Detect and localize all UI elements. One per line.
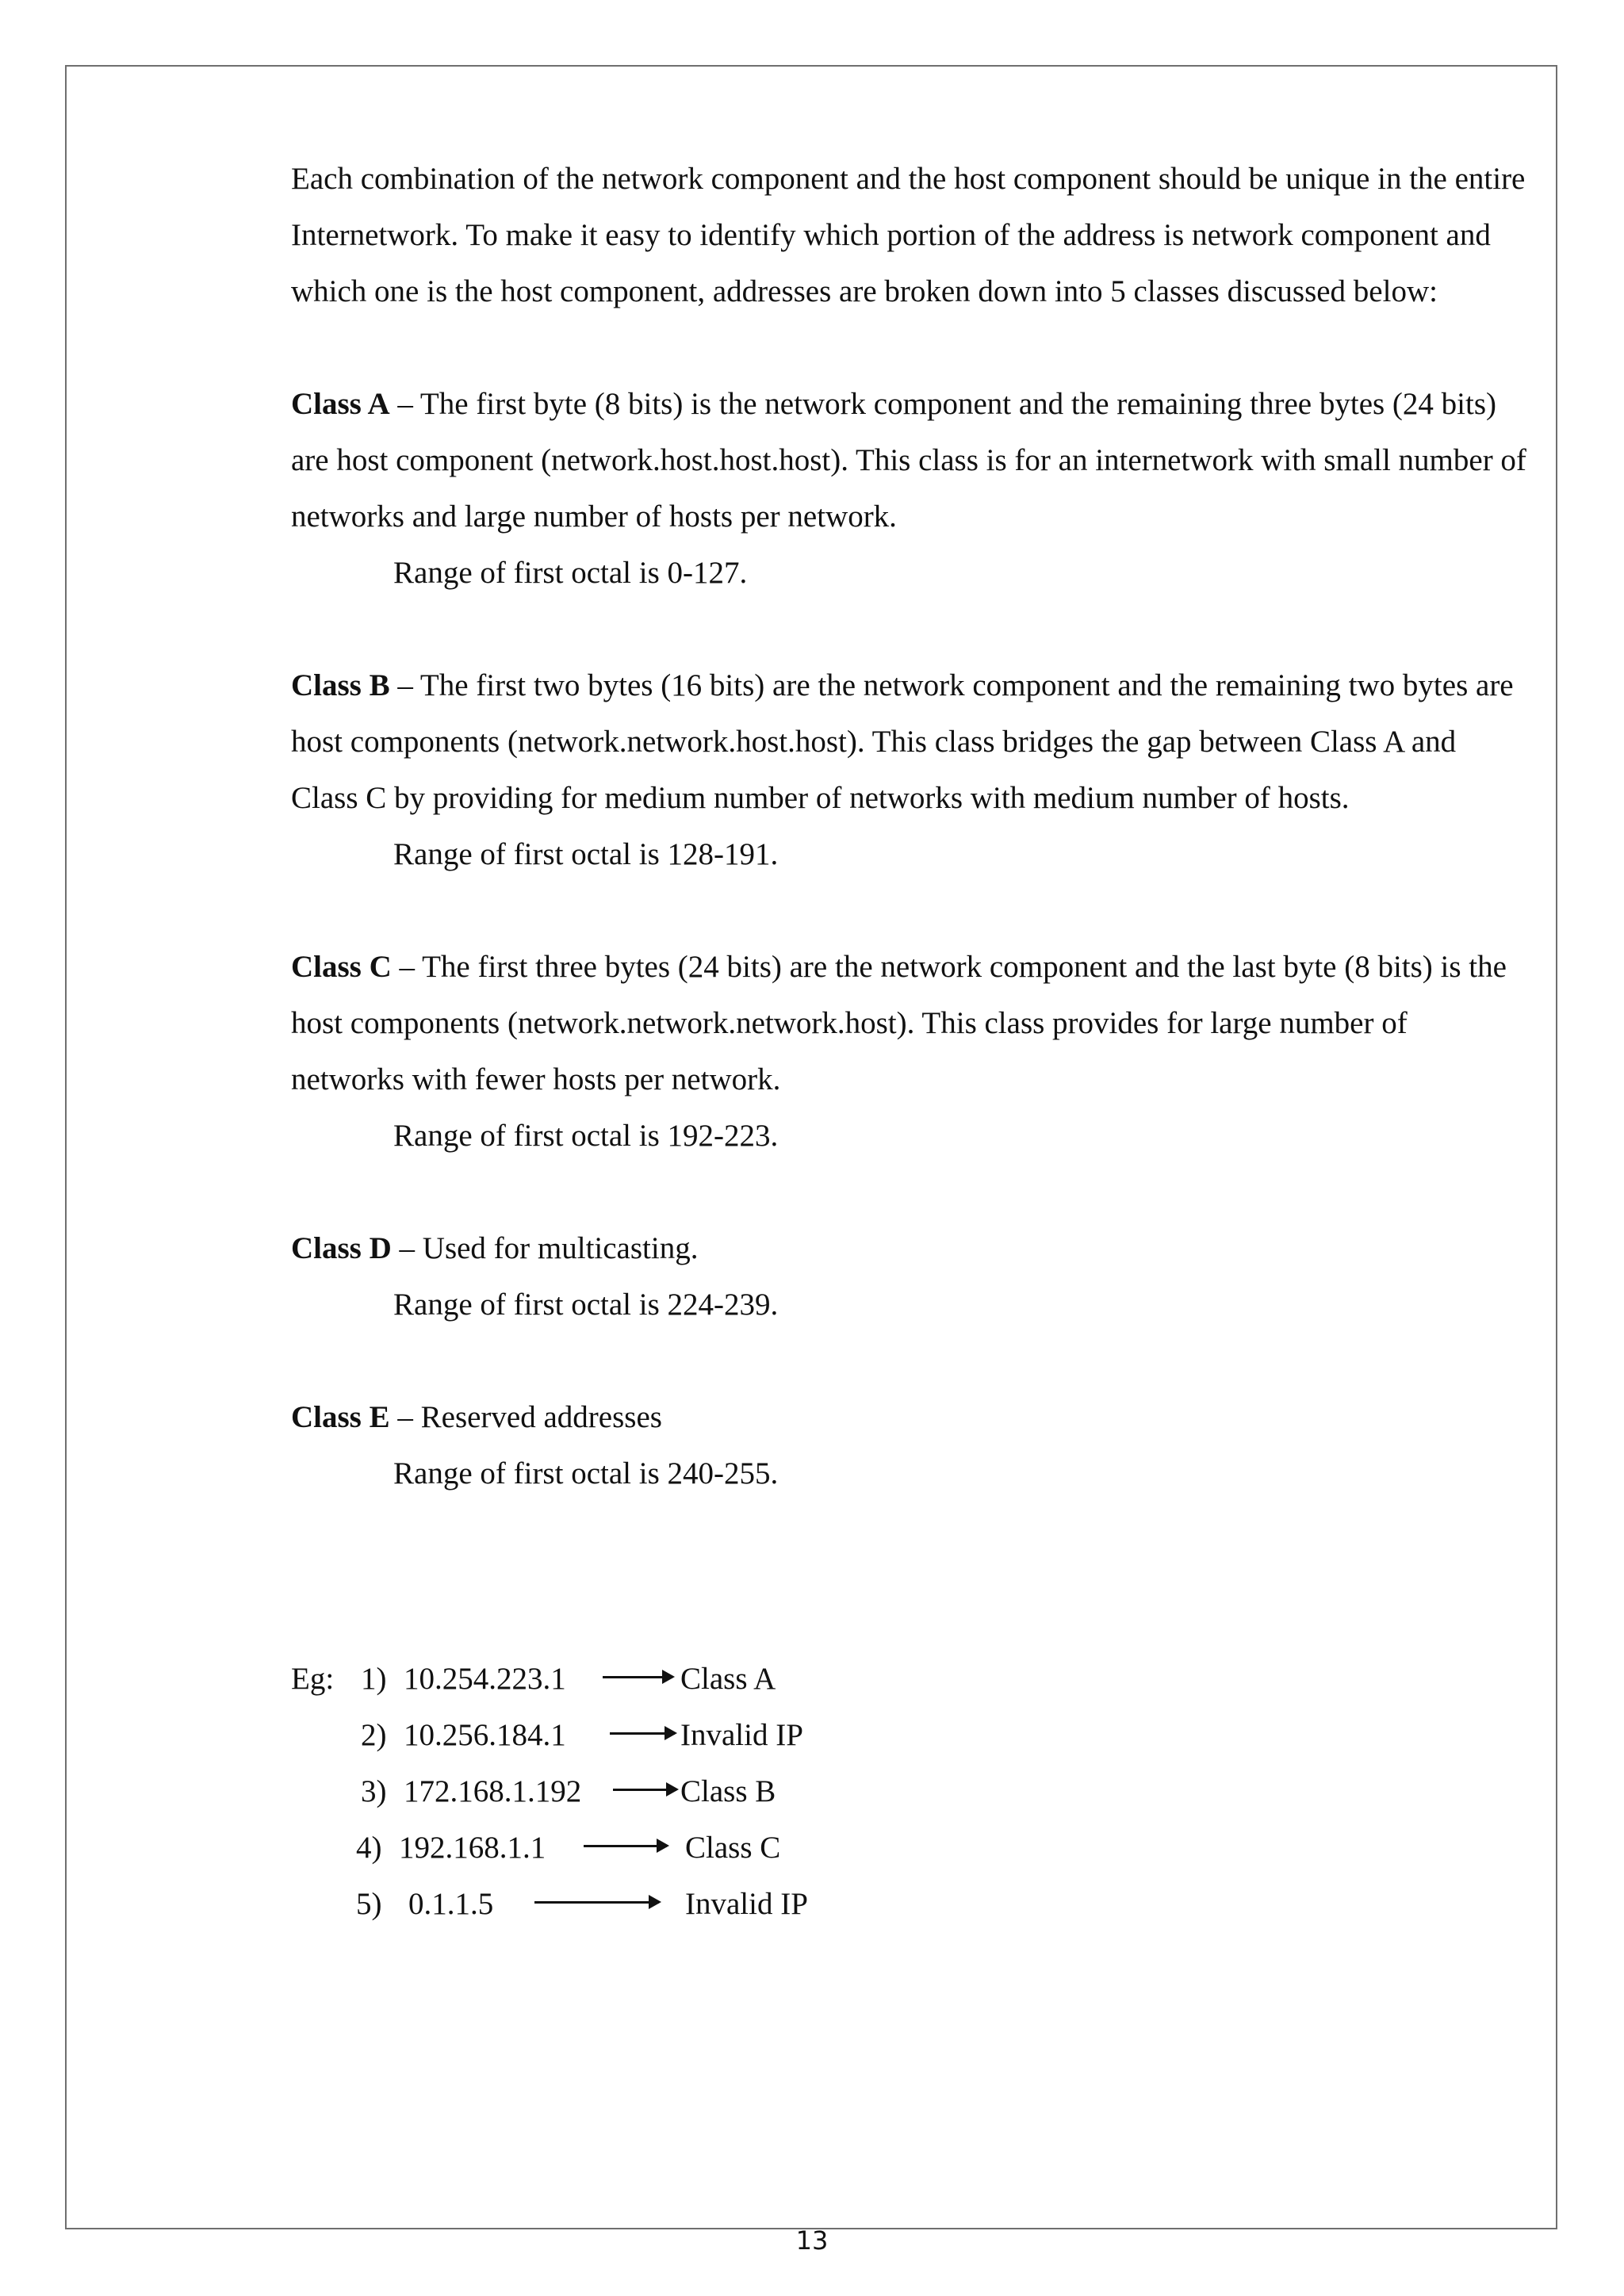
- intro-paragraph: Each combination of the network component and the host component should be unique in the entire Internetwork. To make it easy to identify which portion of the address is network component and which one is the host component, addresses are broken down into 5 classes discussed below:: [291, 162, 1526, 308]
- arrow-icon: [603, 1676, 672, 1678]
- arrow-icon: [613, 1789, 676, 1791]
- example-number: 4): [356, 1831, 382, 1865]
- class-b-range: Range of first octal is 128-191.: [393, 837, 779, 871]
- class-c-description: – The first three bytes (24 bits) are the network component and the last byte (8 bits) is the host components (network.network.network.host). This class provides for large number of networks with fewer hosts per network.: [291, 950, 1507, 1096]
- class-d-heading: Class D: [291, 1231, 392, 1265]
- example-row-2: [291, 1707, 1005, 1763]
- example-ip: 192.168.1.1: [399, 1831, 546, 1865]
- class-e-paragraph: [291, 1389, 1528, 1445]
- example-result: Class A: [680, 1662, 776, 1696]
- example-number: 5): [356, 1887, 382, 1921]
- example-row-1: [291, 1651, 1005, 1707]
- examples-label: Eg:: [291, 1662, 335, 1696]
- class-e-range: Range of first octal is 240-255.: [393, 1456, 779, 1490]
- example-result: Invalid IP: [685, 1887, 808, 1921]
- example-ip: 10.254.223.1: [404, 1662, 566, 1696]
- example-ip: 10.256.184.1: [404, 1718, 566, 1752]
- example-ip: 0.1.1.5: [408, 1887, 494, 1921]
- class-c-paragraph: [291, 939, 1528, 1108]
- example-result: Invalid IP: [680, 1718, 803, 1752]
- class-a-heading: Class A: [291, 387, 390, 421]
- page-number: 13: [795, 2225, 829, 2256]
- class-b-heading: Class B: [291, 668, 390, 702]
- class-a-description: – The first byte (8 bits) is the network component and the remaining three bytes (24 bits) are host component (network.host.host.host). This class is for an internetwork with small number of networks and large number of hosts per network.: [291, 387, 1526, 534]
- example-number: 1): [361, 1662, 387, 1696]
- examples-list: [291, 1651, 1005, 1932]
- example-result: Class C: [685, 1831, 781, 1865]
- example-number: 2): [361, 1718, 387, 1752]
- class-e-heading: Class E: [291, 1400, 390, 1434]
- example-row-3: [291, 1763, 1005, 1820]
- document-body: [291, 151, 1528, 1502]
- class-e-description: – Reserved addresses: [389, 1400, 662, 1434]
- class-b-paragraph: [291, 657, 1528, 826]
- class-d-paragraph: [291, 1220, 1528, 1276]
- example-row-4: [291, 1820, 1005, 1876]
- arrow-icon: [534, 1901, 659, 1904]
- example-row-5: [291, 1876, 1005, 1932]
- example-ip: 172.168.1.192: [404, 1774, 582, 1808]
- class-a-range: Range of first octal is 0-127.: [393, 556, 748, 590]
- class-b-description: – The first two bytes (16 bits) are the network component and the remaining two bytes are host components (network.network.host.host). This class bridges the gap between Class A and Class C by providing for medium number of networks with medium number of hosts.: [291, 668, 1514, 815]
- arrow-icon: [610, 1732, 675, 1735]
- example-number: 3): [361, 1774, 387, 1808]
- class-c-range: Range of first octal is 192-223.: [393, 1119, 779, 1153]
- class-d-range: Range of first octal is 224-239.: [393, 1288, 779, 1322]
- arrow-icon: [584, 1845, 667, 1847]
- class-c-heading: Class C: [291, 950, 392, 984]
- class-a-paragraph: [291, 376, 1528, 545]
- example-result: Class B: [680, 1774, 776, 1808]
- class-d-description: – Used for multicasting.: [391, 1231, 699, 1265]
